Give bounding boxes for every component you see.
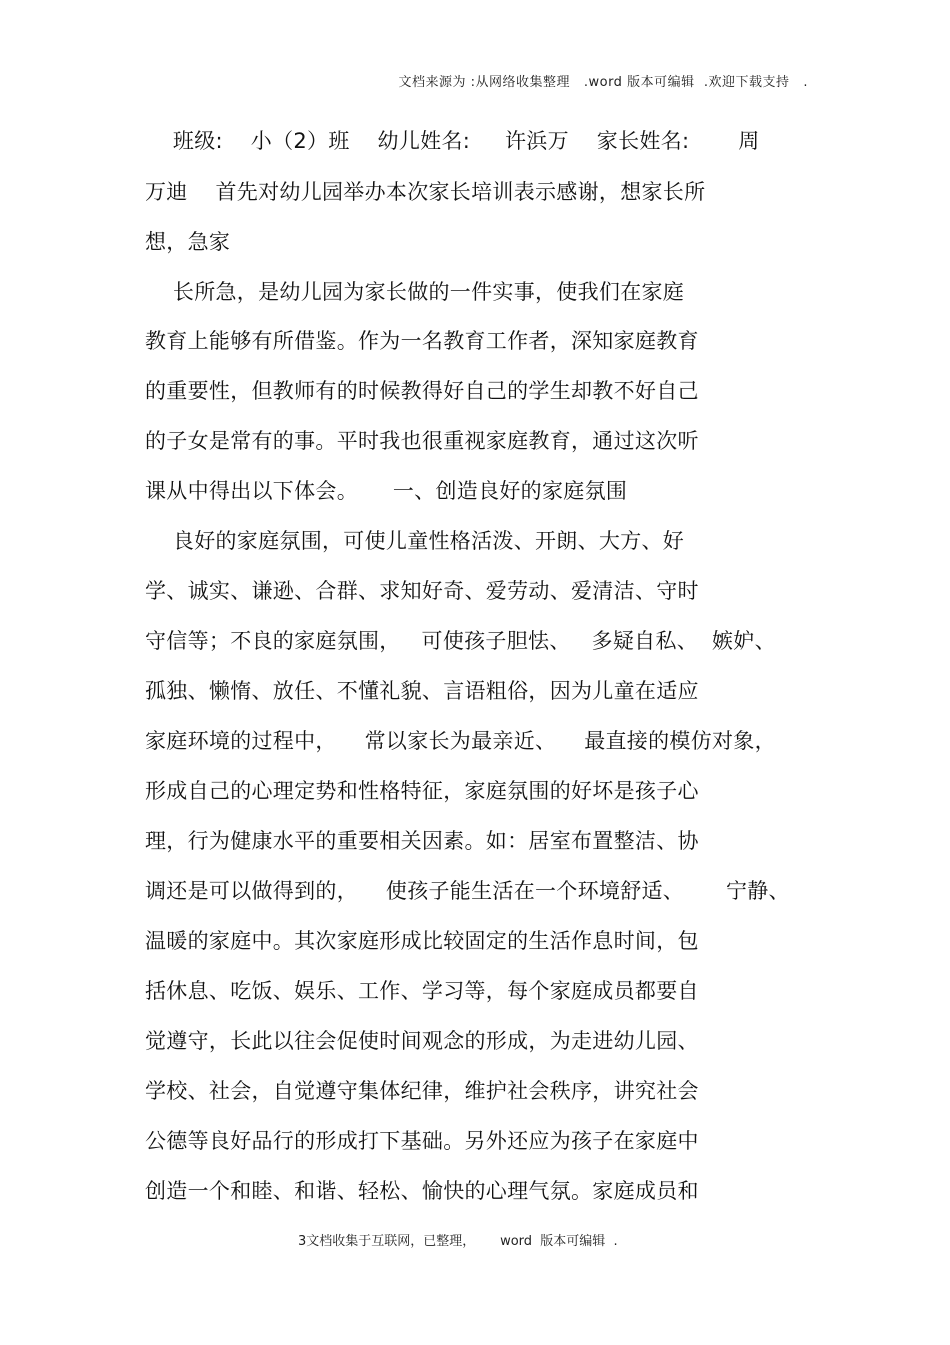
- body-line-14: 形成自己的心理定势和性格特征，家庭氛围的好坏是孩子心: [145, 779, 699, 803]
- page-header: 文档来源为 :从网络收集整理 .word 版本可编辑 .欢迎下载支持 .: [398, 75, 808, 90]
- body-line-12: 孤独、懒惰、放任、不懂礼貌、言语粗俗，因为儿童在适应: [145, 679, 699, 703]
- body-line-11: 守信等；不良的家庭氛围， 可使孩子胆怯、 多疑自私、 嫉妒、: [145, 629, 776, 653]
- body-line-7: 的子女是常有的事。平时我也很重视家庭教育，通过这次听: [145, 429, 699, 453]
- body-line-18: 括休息、吃饭、娱乐、工作、学习等，每个家庭成员都要自: [145, 979, 699, 1003]
- body-line-15: 理，行为健康水平的重要相关因素。如：居室布置整洁、协: [145, 829, 699, 853]
- body-line-3: 想，急家: [145, 230, 231, 254]
- body-line-6: 的重要性，但教师有的时候教得好自己的学生却教不好自己: [145, 379, 699, 403]
- body-line-4: 长所急，是幼儿园为家长做的一件实事，使我们在家庭: [145, 280, 685, 304]
- body-line-1: 班级: 小（2）班 幼儿姓名: 许浜万 家长姓名: 周: [145, 129, 760, 153]
- body-line-20: 学校、社会，自觉遵守集体纪律，维护社会秩序，讲究社会: [145, 1079, 699, 1103]
- body-line-13: 家庭环境的过程中， 常以家长为最亲近、 最直接的模仿对象，: [145, 729, 776, 753]
- body-line-2: 万迪 首先对幼儿园举办本次家长培训表示感谢，想家长所: [145, 180, 706, 204]
- body-line-10: 学、诚实、谦逊、合群、求知好奇、爱劳动、爱清洁、守时: [145, 579, 699, 603]
- body-line-5: 教育上能够有所借鉴。作为一名教育工作者，深知家庭教育: [145, 329, 699, 353]
- body-line-17: 温暖的家庭中。其次家庭形成比较固定的生活作息时间，包: [145, 929, 699, 953]
- body-line-8: 课从中得出以下体会。 一、创造良好的家庭氛围: [145, 479, 628, 503]
- page-footer: 3文档收集于互联网，已整理， word 版本可编辑 .: [298, 1234, 618, 1249]
- body-line-16: 调还是可以做得到的， 使孩子能生活在一个环境舒适、 宁静、: [145, 879, 790, 903]
- body-line-19: 觉遵守，长此以往会促使时间观念的形成，为走进幼儿园、: [145, 1029, 699, 1053]
- body-line-9: 良好的家庭氛围，可使儿童性格活泼、开朗、大方、好: [145, 529, 685, 553]
- body-line-21: 公德等良好品行的形成打下基础。另外还应为孩子在家庭中: [145, 1129, 699, 1153]
- body-line-22: 创造一个和睦、和谐、轻松、愉快的心理气氛。家庭成员和: [145, 1179, 699, 1203]
